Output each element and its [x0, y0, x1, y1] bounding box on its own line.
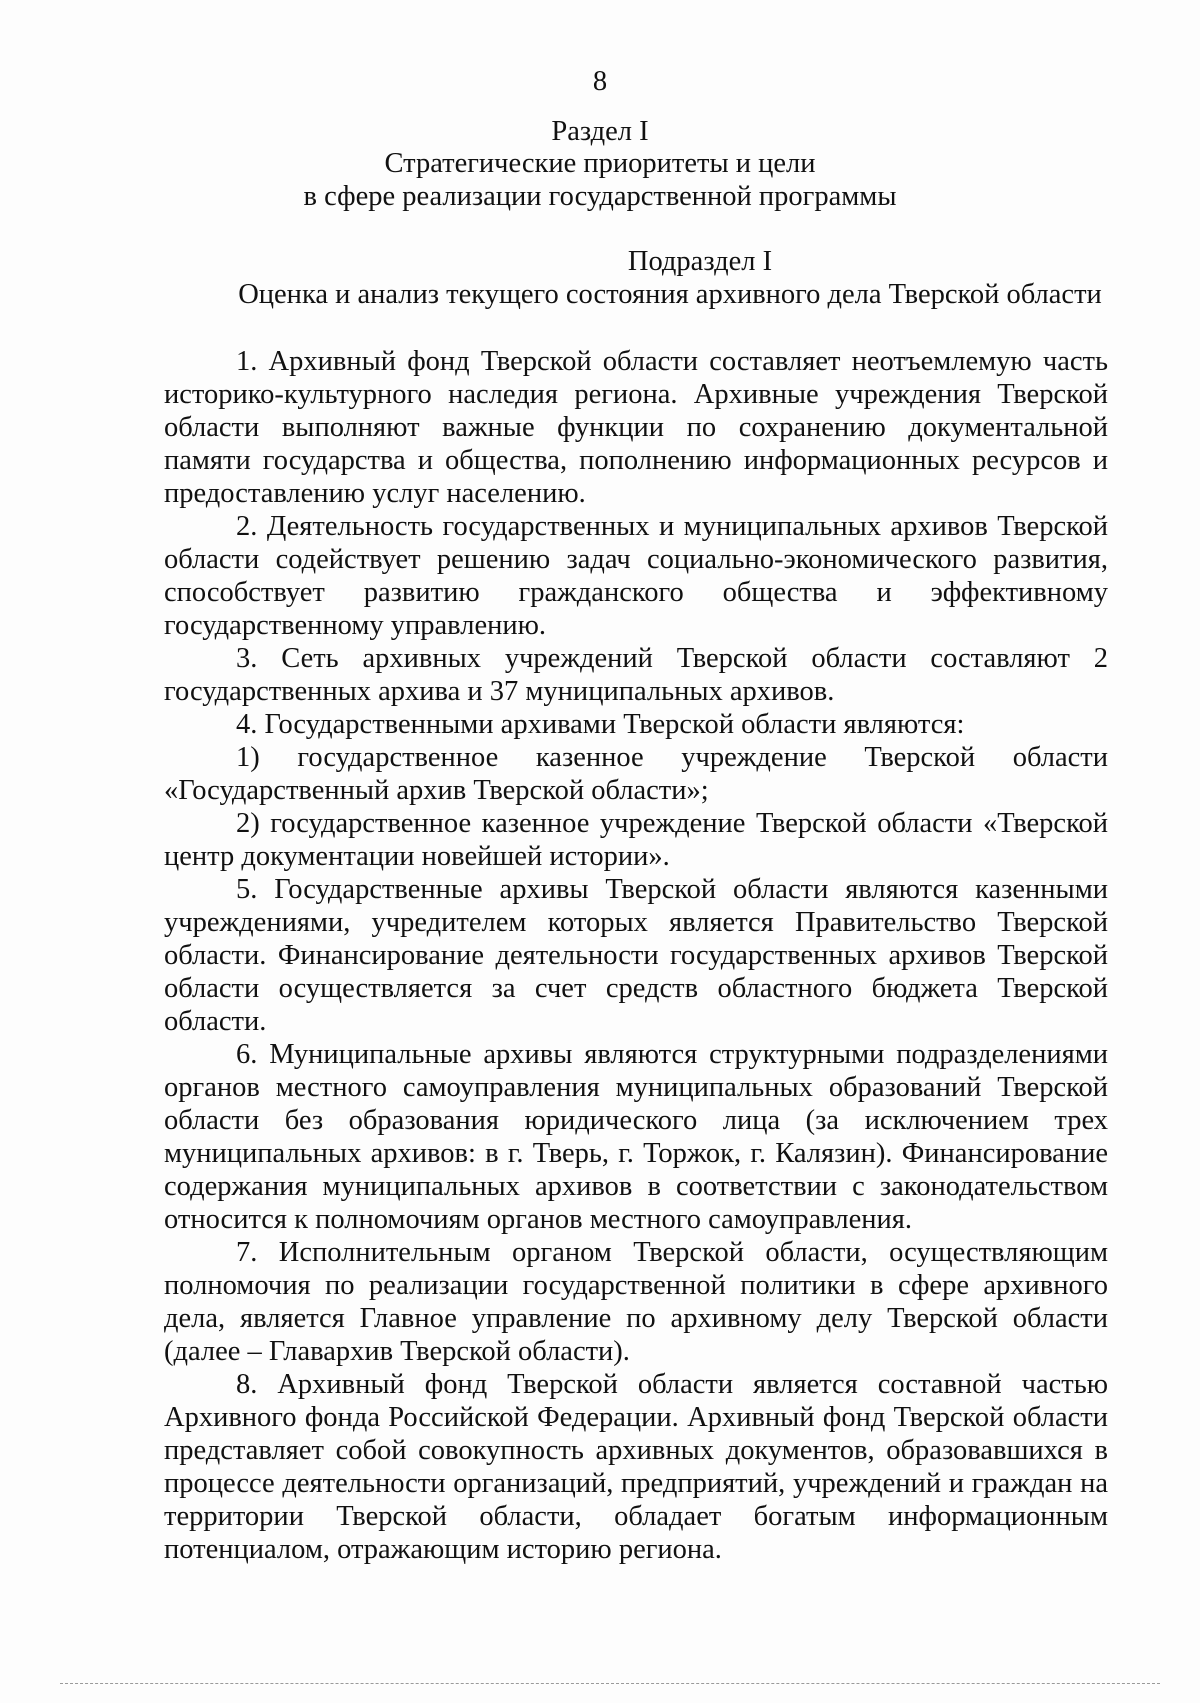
- paragraph-4-item-1: 1) государственное казенное учреждение Тверской области «Государственный архив Тверской области»;: [164, 742, 1108, 806]
- paragraph-8: 8. Архивный фонд Тверской области является составной частью Архивного фонда Российской Федерации. Архивный фонд Тверской области представляет собой совокупность архивных документов, образовавшихся в процессе деятельности организаций, предприятий, учреждений и граждан на территории Тверской области, обладает богатым информационным потенциалом, отражающим историю региона.: [164, 1369, 1108, 1565]
- paragraph-4-item-2: 2) государственное казенное учреждение Тверской области «Тверской центр документации новейшей истории».: [164, 808, 1108, 872]
- paragraph-7: 7. Исполнительным органом Тверской области, осуществляющим полномочия по реализации государственной политики в сфере архивного дела, является Главное управление по архивному делу Тверской области (далее – Главархив Тверской области).: [164, 1237, 1108, 1367]
- subsection-title: Оценка и анализ текущего состояния архивного дела Тверской области: [238, 279, 1102, 310]
- page-number: 8: [592, 66, 608, 97]
- paragraph-6: 6. Муниципальные архивы являются структурными подразделениями органов местного самоуправления муниципальных образований Тверской области без образования юридического лица (за исключением трех муниципальных архивов: в г. Тверь, г. Торжок, г. Калязин). Финансирование содержания муниципальных архивов в соответствии с законодательством относится к полномочиям органов местного самоуправления.: [164, 1039, 1108, 1235]
- section-title-line-2: в сфере реализации государственной программы: [303, 181, 897, 212]
- paragraph-5: 5. Государственные архивы Тверской области являются казенными учреждениями, учредителем которых является Правительство Тверской области. Финансирование деятельности государственных архивов Тверской области осуществляется за счет средств областного бюджета Тверской области.: [164, 874, 1108, 1037]
- paragraph-3: 3. Сеть архивных учреждений Тверской области составляют 2 государственных архива и 37 муниципальных архивов.: [164, 643, 1108, 707]
- section-title-line-1: Стратегические приоритеты и цели: [384, 148, 816, 179]
- scan-edge-line: [60, 1683, 1160, 1685]
- subsection-label: Подраздел I: [627, 246, 773, 277]
- paragraph-4: 4. Государственными архивами Тверской области являются:: [236, 709, 965, 740]
- document-body: [164, 345, 1108, 1566]
- section-label: Раздел I: [551, 116, 649, 147]
- paragraph-2: 2. Деятельность государственных и муниципальных архивов Тверской области содействует решению задач социально-экономического развития, способствует развитию гражданского общества и эффективному государственному управлению.: [164, 511, 1108, 641]
- paragraph-1: 1. Архивный фонд Тверской области составляет неотъемлемую часть историко-культурного наследия региона. Архивные учреждения Тверской области выполняют важные функции по сохранению документальной памяти государства и общества, пополнению информационных ресурсов и предоставлению услуг населению.: [164, 346, 1108, 509]
